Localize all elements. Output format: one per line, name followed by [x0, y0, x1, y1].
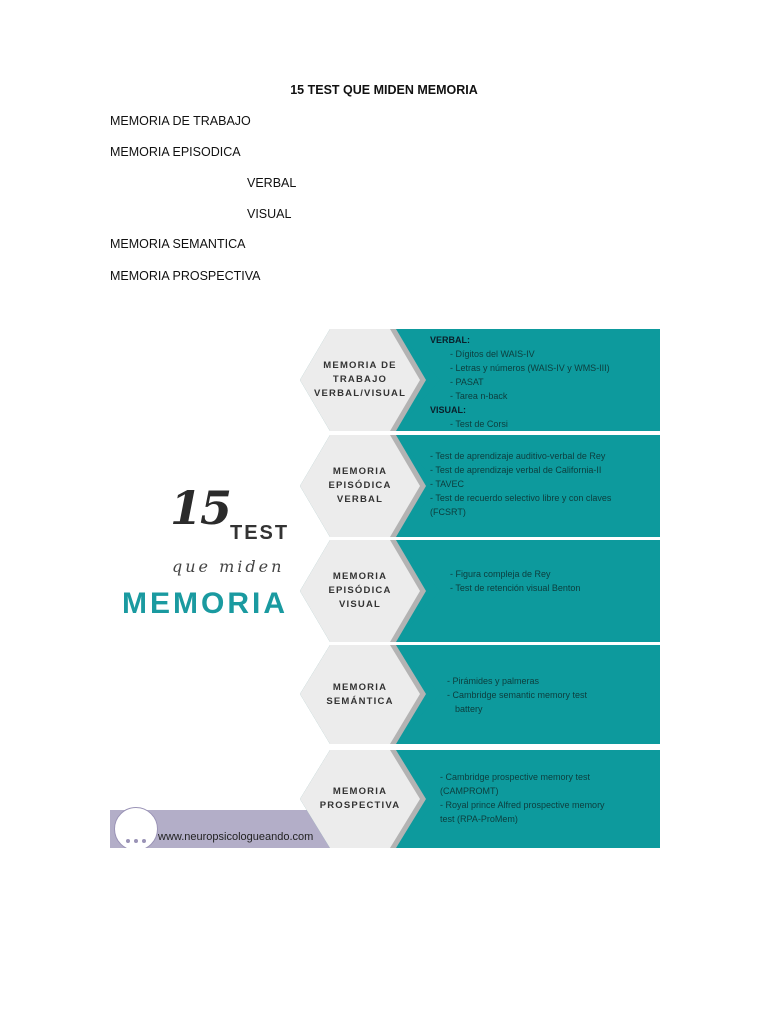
row-content — [440, 770, 660, 826]
row-memoria-semantica — [300, 645, 660, 744]
row-label-line: EPISÓDICA — [328, 585, 392, 596]
heading-memoria-prospectiva: MEMORIA PROSPECTIVA — [110, 269, 261, 283]
row-label-line: MEMORIA — [332, 786, 388, 797]
row-label-line: TRABAJO — [332, 374, 388, 385]
row-label — [314, 750, 406, 848]
hero-number: 15 — [170, 481, 231, 535]
row-memoria-episodica-visual — [300, 540, 660, 642]
row-content — [430, 333, 658, 431]
content-line: battery — [455, 704, 483, 714]
row-label — [314, 645, 406, 744]
heading-memoria-semantica: MEMORIA SEMANTICA — [110, 237, 246, 251]
content-line: - Test de retención visual Benton — [450, 583, 581, 593]
content-line: (CAMPROMT) — [440, 786, 499, 796]
row-memoria-episodica-verbal — [300, 435, 660, 537]
content-line: (FCSRT) — [430, 507, 466, 517]
content-line: - Test de Corsi — [450, 419, 508, 429]
row-label — [314, 435, 406, 537]
row-label-line: MEMORIA — [332, 466, 388, 477]
content-line: - TAVEC — [430, 479, 465, 489]
row-label-line: VERBAL/VISUAL — [313, 388, 407, 399]
row-label-line: VERBAL — [336, 494, 384, 505]
memory-tests-infographic — [110, 329, 660, 848]
hero-subtitle: que miden — [172, 557, 285, 576]
row-label-line: VISUAL — [338, 599, 382, 610]
document-title: 15 TEST QUE MIDEN MEMORIA — [290, 83, 478, 97]
row-memoria-de-trabajo — [300, 329, 660, 431]
content-line: - Figura compleja de Rey — [450, 569, 551, 579]
content-line: - Test de aprendizaje auditivo-verbal de Rey — [430, 451, 606, 461]
hero-memoria: MEMORIA — [122, 587, 288, 620]
row-label-line: MEMORIA — [332, 571, 388, 582]
content-line: - Letras y números (WAIS-IV y WMS-III) — [450, 363, 610, 373]
content-line: - Cambridge semantic memory test — [447, 690, 588, 700]
row-label-line: SEMÁNTICA — [326, 695, 394, 707]
content-line: - PASAT — [450, 377, 484, 387]
content-line: VISUAL: — [430, 405, 466, 415]
content-line: - Royal prince Alfred prospective memory — [440, 800, 605, 810]
brand-logo-icon — [114, 807, 158, 848]
content-line: - Cambridge prospective memory test — [440, 772, 591, 782]
content-line: - Test de aprendizaje verbal de California-II — [430, 465, 602, 475]
content-line: - Pirámides y palmeras — [447, 676, 540, 686]
content-line: VERBAL: — [430, 335, 470, 345]
content-line: test (RPA-ProMem) — [440, 814, 518, 824]
footer-url: www.neuropsicologueando.com — [158, 831, 314, 843]
subheading-visual: VISUAL — [247, 207, 292, 221]
content-line: - Test de recuerdo selectivo libre y con claves — [430, 493, 612, 503]
content-line: - Dígitos del WAIS-IV — [450, 349, 535, 359]
row-content — [447, 674, 660, 716]
subheading-verbal: VERBAL — [247, 176, 297, 190]
row-label-line: MEMORIA DE — [323, 360, 397, 371]
heading-memoria-de-trabajo: MEMORIA DE TRABAJO — [110, 114, 251, 128]
row-content — [450, 567, 660, 595]
row-memoria-prospectiva — [300, 750, 660, 848]
row-label-line: EPISÓDICA — [328, 480, 392, 491]
row-label-line: PROSPECTIVA — [319, 800, 401, 811]
hero-test: TEST — [230, 522, 290, 544]
row-label-line: MEMORIA — [332, 681, 388, 693]
row-label — [314, 329, 406, 431]
row-content — [430, 449, 658, 519]
content-line: - Tarea n-back — [450, 391, 508, 401]
heading-memoria-episodica: MEMORIA EPISODICA — [110, 145, 241, 159]
row-label — [314, 540, 406, 642]
